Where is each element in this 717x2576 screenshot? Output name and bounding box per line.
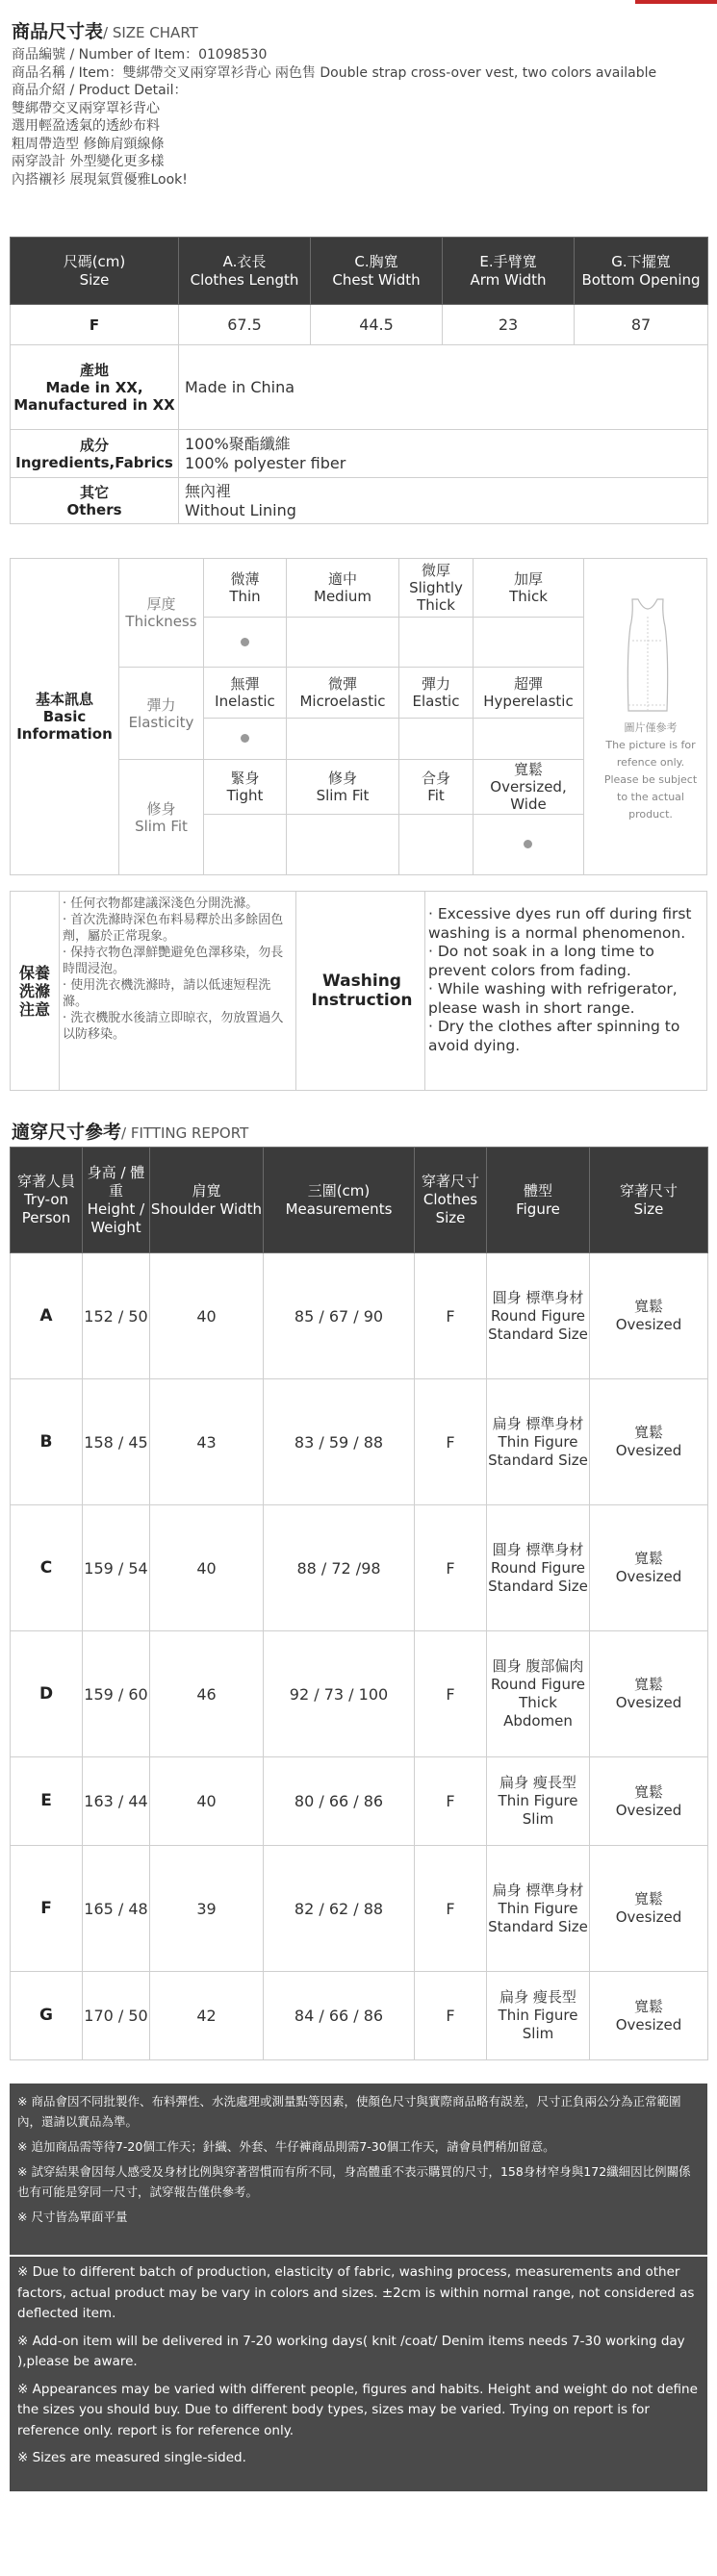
info-line: 粗周帶造型 修飾肩頸線條	[12, 136, 165, 152]
shoulder-cell: 46	[150, 1631, 264, 1757]
measurements-cell: 92 / 73 / 100	[264, 1631, 415, 1757]
header-cell: 穿著人員 Try-on Person	[11, 1148, 83, 1253]
info-line: 商品介紹 / Product Detail：	[12, 83, 188, 98]
table-row	[11, 1379, 708, 1505]
header-cell: E.手臂寬 Arm Width	[443, 238, 575, 305]
title-en: / SIZE CHART	[103, 24, 198, 41]
measurements-cell: 88 / 72 /98	[264, 1505, 415, 1631]
list-item: · 首次洗滌時深色布料易釋於出多餘固色劑，屬於正常現象。	[63, 913, 284, 944]
clothes-size-cell: F	[415, 1253, 487, 1379]
slim-fit-option: 寬鬆 Oversized, Wide	[490, 761, 567, 813]
origin-value: Made in China	[179, 345, 708, 430]
picture-note: 圖片僅參考 The picture is for refence only. Please be subject to the actual product.	[603, 721, 698, 821]
fit-size-cell: 寬鬆 Ovesized	[590, 1505, 708, 1631]
bottom-cell: 87	[575, 305, 708, 345]
fit-size-cell: 寬鬆 Ovesized	[590, 1846, 708, 1972]
info-line: 商品編號 / Number of Item：01098530	[12, 47, 268, 63]
person-cell: B	[11, 1379, 83, 1505]
measurements-cell: 84 / 66 / 86	[264, 1972, 415, 2060]
list-item: · 使用洗衣機洗滌時，請以低速短程洗滌。	[63, 978, 271, 1009]
clothes-size-cell: F	[415, 1757, 487, 1846]
info-line: 兩穿設計 外型變化更多樣	[12, 154, 165, 169]
size-table	[10, 237, 708, 524]
shoulder-cell: 40	[150, 1757, 264, 1846]
garment-diagram-icon	[619, 597, 677, 715]
washing-instruction-title: Washing Instruction	[311, 972, 413, 1010]
elasticity-option: 微彈 Microelastic	[299, 675, 386, 710]
origin-label: 產地 Made in XX, Manufactured in XX	[11, 345, 179, 430]
list-item: · 任何衣物都建議深淺色分開洗滌。	[63, 897, 259, 911]
person-cell: D	[11, 1631, 83, 1757]
note-item: ※ Appearances may be varied with different people, figures and habits. Height and weight do not define the sizes you should buy. Due to different body types, sizes may be varied. Trying on report is for reference only. report is for reference only.	[17, 2381, 698, 2438]
person-cell: A	[11, 1253, 83, 1379]
figure-cell: 扁身 瘦長型 Thin Figure Slim	[487, 1972, 590, 2060]
washing-label: 保養洗滌注意	[18, 963, 50, 1019]
slim-fit-option: 合身 Fit	[421, 770, 450, 804]
header-cell: 身高 / 體重 Height / Weight	[83, 1148, 150, 1253]
thickness-option: 微厚 Slightly Thick	[409, 562, 463, 614]
person-cell: G	[11, 1972, 83, 2060]
person-cell: E	[11, 1757, 83, 1846]
length-cell: 67.5	[179, 305, 311, 345]
shoulder-cell: 40	[150, 1253, 264, 1379]
elasticity-selected-dot	[241, 734, 249, 743]
measurements-cell: 80 / 66 / 86	[264, 1757, 415, 1846]
note-item: ※ Sizes are measured single-sided.	[17, 2450, 246, 2465]
thickness-selected-dot	[241, 638, 249, 646]
product-info	[12, 46, 704, 189]
figure-cell: 圓身 標準身材 Round Figure Standard Size	[487, 1505, 590, 1631]
height-weight-cell: 159 / 54	[83, 1505, 150, 1631]
table-row	[11, 1757, 708, 1846]
title-cn: 商品尺寸表	[12, 21, 104, 42]
info-line: 內搭襯衫 展現氣質優雅Look!	[12, 171, 188, 188]
note-item: ※ 追加商品需等待7-20個工作天；針織、外套、牛仔褲商品則需7-30個工作天，請會員們稍加留意。	[17, 2139, 555, 2154]
table-row	[11, 430, 708, 478]
header-cell: 尺碼(cm) Size	[11, 238, 179, 305]
height-weight-cell: 152 / 50	[83, 1253, 150, 1379]
basic-info-label: 基本訊息 Basic Information	[16, 691, 113, 743]
figure-cell: 扁身 瘦長型 Thin Figure Slim	[487, 1757, 590, 1846]
elasticity-label: 彈力 Elasticity	[128, 695, 194, 731]
header-cell: 肩寬 Shoulder Width	[150, 1148, 264, 1253]
figure-cell: 扁身 標準身材 Thin Figure Standard Size	[487, 1846, 590, 1972]
thickness-label: 厚度 Thickness	[125, 595, 197, 630]
top-accent-bar	[635, 0, 717, 4]
elasticity-option: 超彈 Hyperelastic	[483, 675, 574, 710]
info-line: 雙綁帶交叉兩穿罩衫背心	[12, 100, 160, 116]
fitting-table-header	[11, 1148, 708, 1253]
height-weight-cell: 165 / 48	[83, 1846, 150, 1972]
header-cell: 穿著尺寸 Clothes Size	[415, 1148, 487, 1253]
table-row	[11, 1505, 708, 1631]
ingredients-value: 100%聚酯纖維 100% polyester fiber	[179, 430, 708, 478]
figure-cell: 圓身 標準身材 Round Figure Standard Size	[487, 1253, 590, 1379]
table-row	[11, 305, 708, 345]
elasticity-option: 彈力 Elastic	[412, 675, 460, 710]
shoulder-cell: 40	[150, 1505, 264, 1631]
fitting-report-title: 適穿尺寸參考/ FITTING REPORT	[12, 1122, 249, 1143]
height-weight-cell: 159 / 60	[83, 1631, 150, 1757]
list-item: · 洗衣機脫水後請立即晾衣，勿放置過久以防移染。	[63, 1011, 284, 1042]
fitting-table	[10, 1147, 708, 2060]
thickness-option: 適中 Medium	[314, 570, 371, 605]
ingredients-label: 成分 Ingredients,Fabrics	[11, 430, 179, 478]
shoulder-cell: 39	[150, 1846, 264, 1972]
person-cell: F	[11, 1846, 83, 1972]
table-row	[11, 345, 708, 430]
header-cell: C.胸寬 Chest Width	[311, 238, 443, 305]
washing-panel	[10, 891, 707, 1091]
table-row	[11, 478, 708, 524]
height-weight-cell: 163 / 44	[83, 1757, 150, 1846]
list-item: · While washing with refrigerator, please wash in short range.	[428, 980, 678, 1017]
note-item: ※ 商品會因不同批製作、布料彈性、水洗處理或測量點等因素，使顏色尺寸與實際商品略有誤差，尺寸正負兩公分為正常範圍內，還請以實品為準。	[17, 2094, 681, 2129]
clothes-size-cell: F	[415, 1846, 487, 1972]
table-row	[11, 1972, 708, 2060]
slim-fit-option: 修身 Slim Fit	[316, 770, 370, 804]
notes-cn	[17, 2091, 701, 2232]
measurements-cell: 82 / 62 / 88	[264, 1846, 415, 1972]
chest-cell: 44.5	[311, 305, 443, 345]
notes-en	[17, 2262, 701, 2476]
figure-cell: 圓身 腹部偏肉 Round Figure Thick Abdomen	[487, 1631, 590, 1757]
list-item: · Dry the clothes after spinning to avoid dying.	[428, 1018, 680, 1054]
slim-fit-selected-dot	[524, 840, 532, 848]
person-cell: C	[11, 1505, 83, 1631]
note-item: ※ 試穿結果會因每人感受及身材比例與穿著習慣而有所不同，身高體重不表示購買的尺寸，158身材窄身與172纖細因比例關係也有可能是穿同一尺寸，試穿報告僅供參考。	[17, 2164, 691, 2199]
note-item: ※ Due to different batch of production, elasticity of fabric, washing process, measurements and other factors, actual product may be vary in colors and sizes. ±2cm is within normal range, not considered as deflected item.	[17, 2264, 695, 2321]
table-row	[11, 1631, 708, 1757]
clothes-size-cell: F	[415, 1379, 487, 1505]
height-weight-cell: 170 / 50	[83, 1972, 150, 2060]
others-label: 其它 Others	[11, 478, 179, 524]
shoulder-cell: 43	[150, 1379, 264, 1505]
list-item: · 保持衣物色澤鮮艷避免色澤移染，勿長時間浸泡。	[63, 946, 284, 976]
elasticity-option: 無彈 Inelastic	[215, 675, 275, 710]
washing-en-list	[428, 905, 707, 1055]
fit-size-cell: 寬鬆 Ovesized	[590, 1972, 708, 2060]
info-line: 選用輕盈透氣的透紗布料	[12, 118, 160, 134]
note-item: ※ 尺寸皆為單面平量	[17, 2210, 128, 2224]
height-weight-cell: 158 / 45	[83, 1379, 150, 1505]
fit-size-cell: 寬鬆 Ovesized	[590, 1253, 708, 1379]
basic-info-panel	[10, 558, 707, 875]
fit-size-cell: 寬鬆 Ovesized	[590, 1631, 708, 1757]
slim-fit-label: 修身 Slim Fit	[135, 799, 188, 835]
header-cell: A.衣長 Clothes Length	[179, 238, 311, 305]
slim-fit-option: 緊身 Tight	[226, 770, 264, 804]
clothes-size-cell: F	[415, 1631, 487, 1757]
thickness-option: 微薄 Thin	[229, 570, 261, 605]
header-cell: 穿著尺寸 Size	[590, 1148, 708, 1253]
info-line: 商品名稱 / Item：雙綁帶交叉兩穿罩衫背心 兩色售 Double strap cross-over vest, two colors available	[12, 64, 657, 81]
header-cell: 體型 Figure	[487, 1148, 590, 1253]
table-row	[11, 1846, 708, 1972]
notes-panel	[10, 2084, 707, 2491]
fit-size-cell: 寬鬆 Ovesized	[590, 1379, 708, 1505]
clothes-size-cell: F	[415, 1505, 487, 1631]
list-item: · Do not soak in a long time to prevent colors from fading.	[428, 943, 654, 979]
notes-divider	[10, 2255, 707, 2257]
size-table-header	[11, 238, 708, 305]
figure-cell: 扁身 標準身材 Thin Figure Standard Size	[487, 1379, 590, 1505]
fit-size-cell: 寬鬆 Ovesized	[590, 1757, 708, 1846]
note-item: ※ Add-on item will be delivered in 7-20 working days( knit /coat/ Denim items needs 7-30 working day ),please be aware.	[17, 2333, 685, 2369]
measurements-cell: 85 / 67 / 90	[264, 1253, 415, 1379]
header-cell: G.下擺寬 Bottom Opening	[575, 238, 708, 305]
others-value: 無內裡 Without Lining	[179, 478, 708, 524]
clothes-size-cell: F	[415, 1972, 487, 2060]
list-item: · Excessive dyes run off during first washing is a normal phenomenon.	[428, 905, 692, 942]
measurements-cell: 83 / 59 / 88	[264, 1379, 415, 1505]
table-row	[11, 1253, 708, 1379]
arm-cell: 23	[443, 305, 575, 345]
header-cell: 三圍(cm) Measurements	[264, 1148, 415, 1253]
size-cell: F	[11, 305, 179, 345]
size-chart-title	[12, 17, 198, 43]
thickness-option: 加厚 Thick	[509, 570, 548, 605]
shoulder-cell: 42	[150, 1972, 264, 2060]
washing-cn-list	[63, 896, 294, 1043]
